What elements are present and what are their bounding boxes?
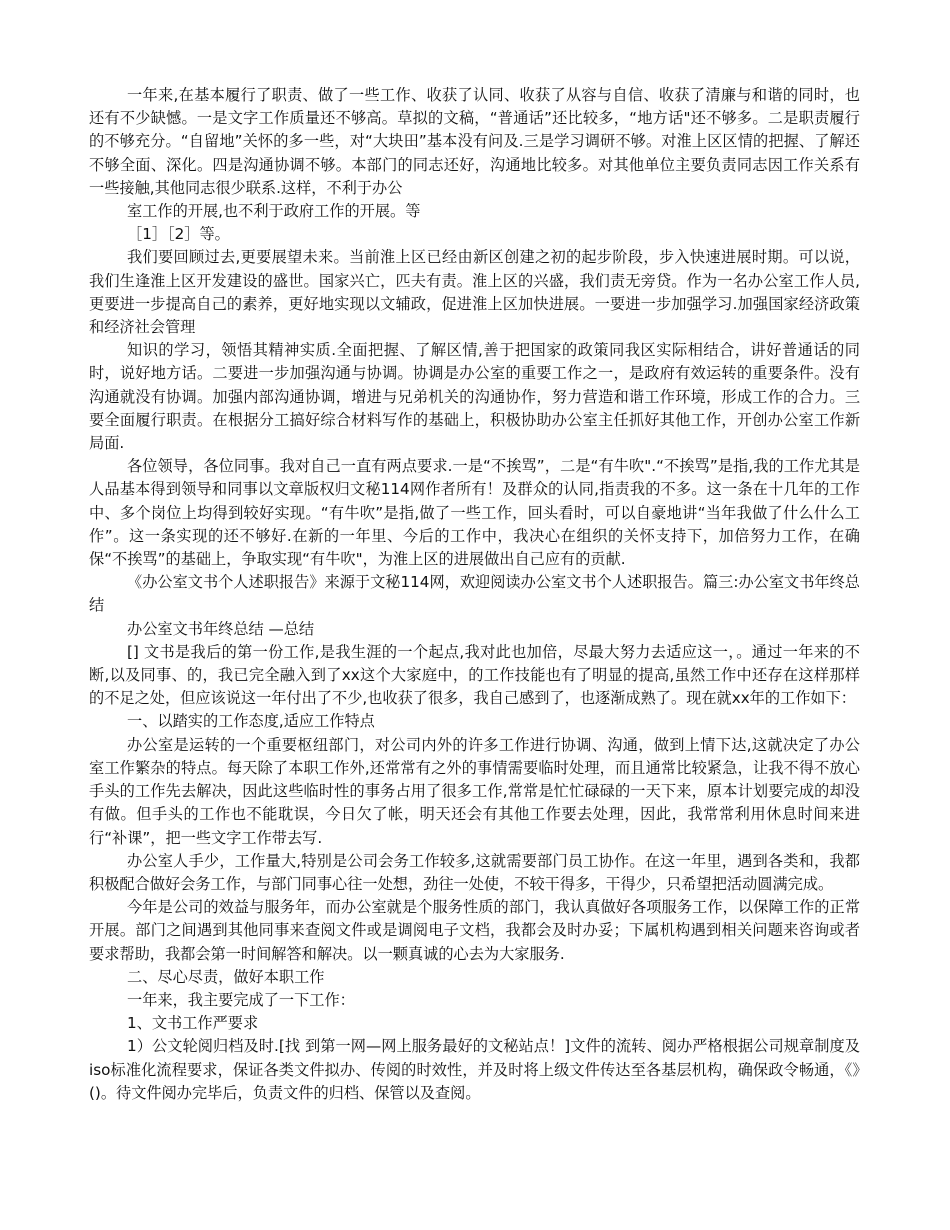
- paragraph: 1）公文轮阅归档及时.[找 到第一网—网上服务最好的文秘站点！]文件的流转、阅办严格根据公司规章制度及iso标准化流程要求，保证各类文件拟办、传阅的时效性，并及时将上级文件传达至各基层机构，确保政令畅通，《》()。待文件阅办完毕后，负责文件的归档、保管以及查阅。: [89, 1037, 860, 1102]
- paragraph: 今年是公司的效益与服务年，而办公室就是个服务性质的部门，我认真做好各项服务工作，以保障工作的正常开展。部门之间遇到其他同事来查阅文件或是调阅电子文档，我都会及时办妥；下属机构遇到相关问题来咨询或者要求帮助，我都会第一时间解答和解决。以一颗真诚的心去为大家服务.: [89, 898, 860, 963]
- paragraph: ［1］［2］等。: [127, 225, 230, 244]
- paragraph: 一年来，我主要完成了一下工作：: [127, 990, 355, 1009]
- paragraph: 办公室人手少，工作量大,特别是公司会务工作较多,这就需要部门员工协作。在这一年里，遇到各类和，我都积极配合做好会务工作，与部门同事心往一处想，劲往一处使，不较干得多，干得少，只希望把活动圆满完成。: [89, 851, 860, 893]
- paragraph: 室工作的开展,也不利于政府工作的开展。等: [127, 202, 421, 221]
- section-heading: 办公室文书年终总结 —总结: [127, 619, 315, 638]
- paragraph: [] 文书是我后的第一份工作,是我生涯的一个起点,我对此也加倍，尽最大努力去适应这一，。通过一年来的不断,以及同事、的，我已完全融入到了xx这个大家庭中，的工作技能也有了明显的提高,虽然工作中还存在这样那样的不足之处，但应该说这一年付出了不少,也收获了很多，我自己感到了，也逐渐成熟了。现在就xx年的工作如下：: [89, 642, 860, 708]
- subsection-heading: 1、文书工作严要求: [127, 1014, 259, 1033]
- paragraph: 《办公室文书个人述职报告》来源于文秘114网，欢迎阅读办公室文书个人述职报告。篇三:办公室文书年终总结: [89, 573, 860, 615]
- paragraph: 知识的学习，领悟其精神实质.全面把握、了解区情,善于把国家的政策同我区实际相结合，讲好普通话的同时，说好地方话。二要进一步加强沟通与协调。协调是办公室的重要工作之一，是政府有效运转的重要条件。没有沟通就没有协调。加强内部沟通协调，增进与兄弟机关的沟通协作，努力营造和谐工作环境，形成工作的合力。三要全面履行职责。在根据分工搞好综合材料写作的基础上，积极协助办公室主任抓好其他工作，开创办公室工作新局面.: [89, 341, 860, 453]
- paragraph: 我们要回顾过去,更要展望未来。当前淮上区已经由新区创建之初的起步阶段，步入快速进展时期。可以说，我们生逢淮上区开发建设的盛世。国家兴亡，匹夫有责。淮上区的兴盛，我们责无旁贷。作为一名办公室工作人员,更要进一步提高自己的素养，更好地实现以文辅政，促进淮上区加快进展。一要进一步加强学习.加强国家经济政策和经济社会管理: [89, 248, 860, 337]
- paragraph: 各位领导，各位同事。我对自己一直有两点要求.一是“不挨骂”，二是“有牛吹".“不挨骂”是指,我的工作尤其是人品基本得到领导和同事以文章版权归文秘114网作者所有！及群众的认同,指责我的不多。这一条在十几年的工作中、多个岗位上均得到较好实现。“有牛吹”是指,做了一些工作，回头看时，可以自豪地讲“当年我做了什么什么工作”。这一条实现的还不够好.在新的一年里、今后的工作中，我决心在组织的关怀支持下，加倍努力工作，在确保“不挨骂”的基础上，争取实现“有牛吹"，为淮上区的进展做出自己应有的贡献.: [89, 457, 860, 569]
- paragraph: 一年来,在基本履行了职责、做了一些工作、收获了认同、收获了从容与自信、收获了清廉与和谐的同时，也还有不少缺憾。一是文字工作质量还不够高。草拟的文稿，“普通话”还比较多，“地方话"还不够多。二是职责履行的不够充分。“自留地”关怀的多一些，对“大块田”基本没有问及.三是学习调研不够。对淮上区区情的把握、了解还不够全面、深化。四是沟通协调不够。本部门的同志还好，沟通地比较多。对其他单位主要负责同志因工作关系有一些接触,其他同志很少联系.这样，不利于办公: [89, 86, 860, 197]
- paragraph: 办公室是运转的一个重要枢纽部门，对公司内外的许多工作进行协调、沟通，做到上情下达,这就决定了办公室工作繁杂的特点。每天除了本职工作外,还常常有之外的事情需要临时处理，而且通常比较紧急，让我不得不放心手头的工作先去解决，因此这些临时性的事务占用了很多工作,常常是忙忙碌碌的一天下来，原本计划要完成的却没有做。但手头的工作也不能耽误，今日欠了帐，明天还会有其他工作要去处理，因此，我常常利用休息时间来进行“补课”，把一些文字工作带去写.: [89, 735, 860, 847]
- section-heading: 一、以踏实的工作态度,适应工作特点: [127, 712, 375, 731]
- section-heading: 二、尽心尽责，做好本职工作: [127, 967, 325, 986]
